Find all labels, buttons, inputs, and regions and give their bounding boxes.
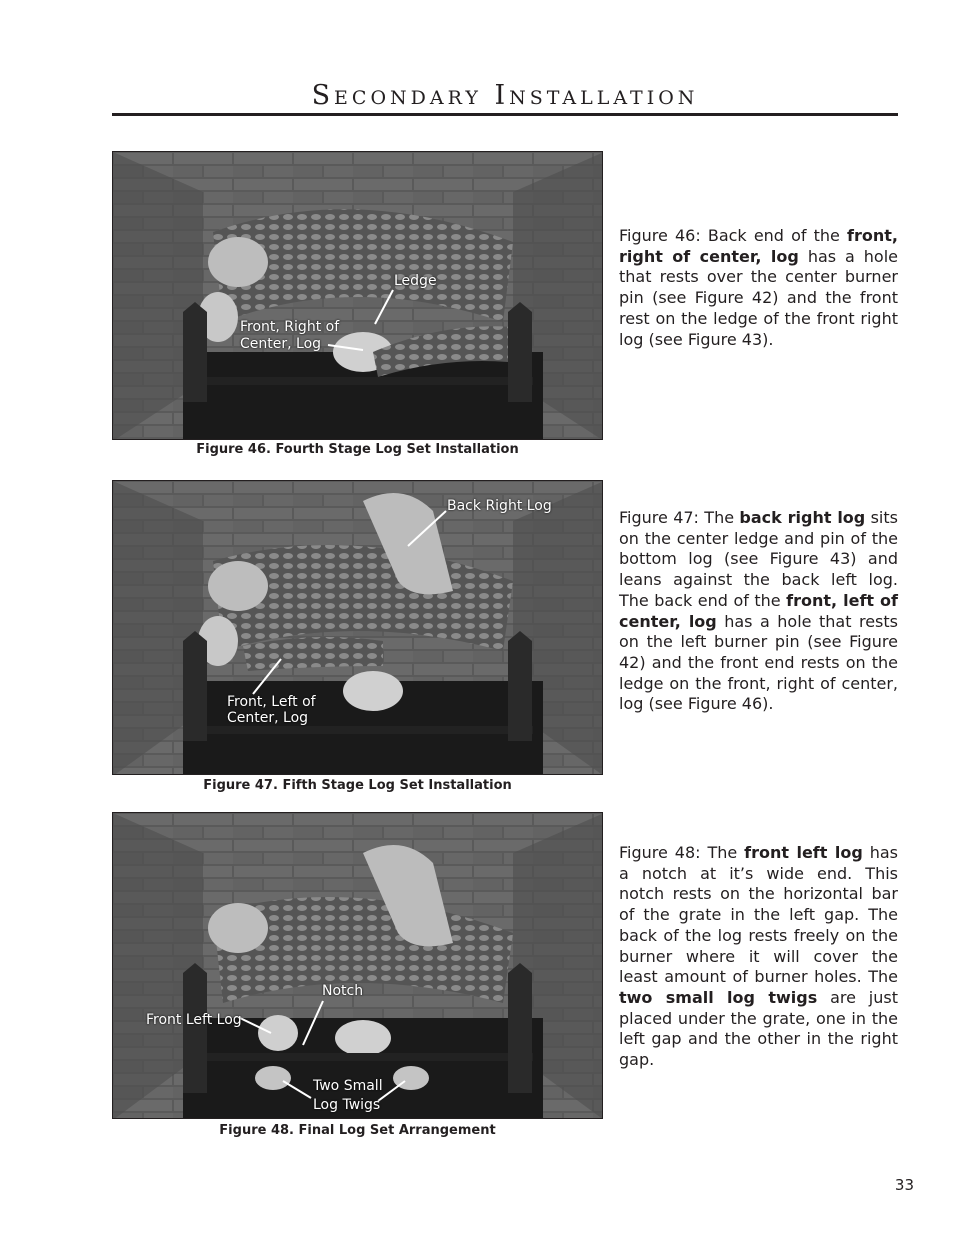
callout-notch: Notch: [322, 983, 364, 999]
callout-front-right-of-center-line1: Front, Right of: [240, 319, 340, 335]
callout-front-left-of-center-line2: Center, Log: [227, 710, 309, 726]
callout-two-small-line1: Two Small: [313, 1078, 383, 1094]
title-rule: [112, 113, 898, 116]
figure-47-photo: [112, 480, 603, 775]
callout-log-twigs-line2: Log Twigs: [313, 1097, 381, 1113]
callout-front-left-of-center-line1: Front, Left of: [227, 694, 316, 710]
callout-ledge: Ledge: [394, 273, 437, 289]
callout-front-right-of-center-line2: Center, Log: [240, 336, 322, 352]
figure-48-photo: [112, 812, 603, 1119]
figure-46-photo: [112, 151, 603, 440]
page-number: 33: [894, 1176, 914, 1194]
figure-47-description: Figure 47: The back right log sits on the center ledge and pin of the bottom log (see Figure 43) and leans against the back left log. The back end of the front, left of center, log has a hole that rests on the left burner pin (see Figure 42) and the front end rests on the ledge on the front, right of center, log (see Figure 46).: [619, 508, 899, 714]
page-title: Secondary Installation: [311, 80, 699, 111]
callout-back-right-log: Back Right Log: [447, 498, 552, 514]
figure-46-description: Figure 46: Back end of the front, right of center, log has a hole that rests over the center burner pin (see Figure 42) and the front rest on the ledge of the front right log (see Figure 43).: [619, 226, 899, 349]
figure-48-description: Figure 48: The front left log has a notch at it’s wide end. This notch rests on the horizontal bar of the grate in the left gap. The back of the log rests freely on the burner where it will cover the least amount of burner holes. The two small log twigs are just placed under the grate, one in the left gap and the other in the right gap.: [619, 843, 898, 1070]
figure-46-caption: Figure 46. Fourth Stage Log Set Installation: [196, 442, 519, 457]
callout-front-left-log: Front Left Log: [146, 1012, 242, 1028]
figure-48-caption: Figure 48. Final Log Set Arrangement: [219, 1123, 496, 1138]
figure-47-caption: Figure 47. Fifth Stage Log Set Installation: [203, 778, 512, 793]
